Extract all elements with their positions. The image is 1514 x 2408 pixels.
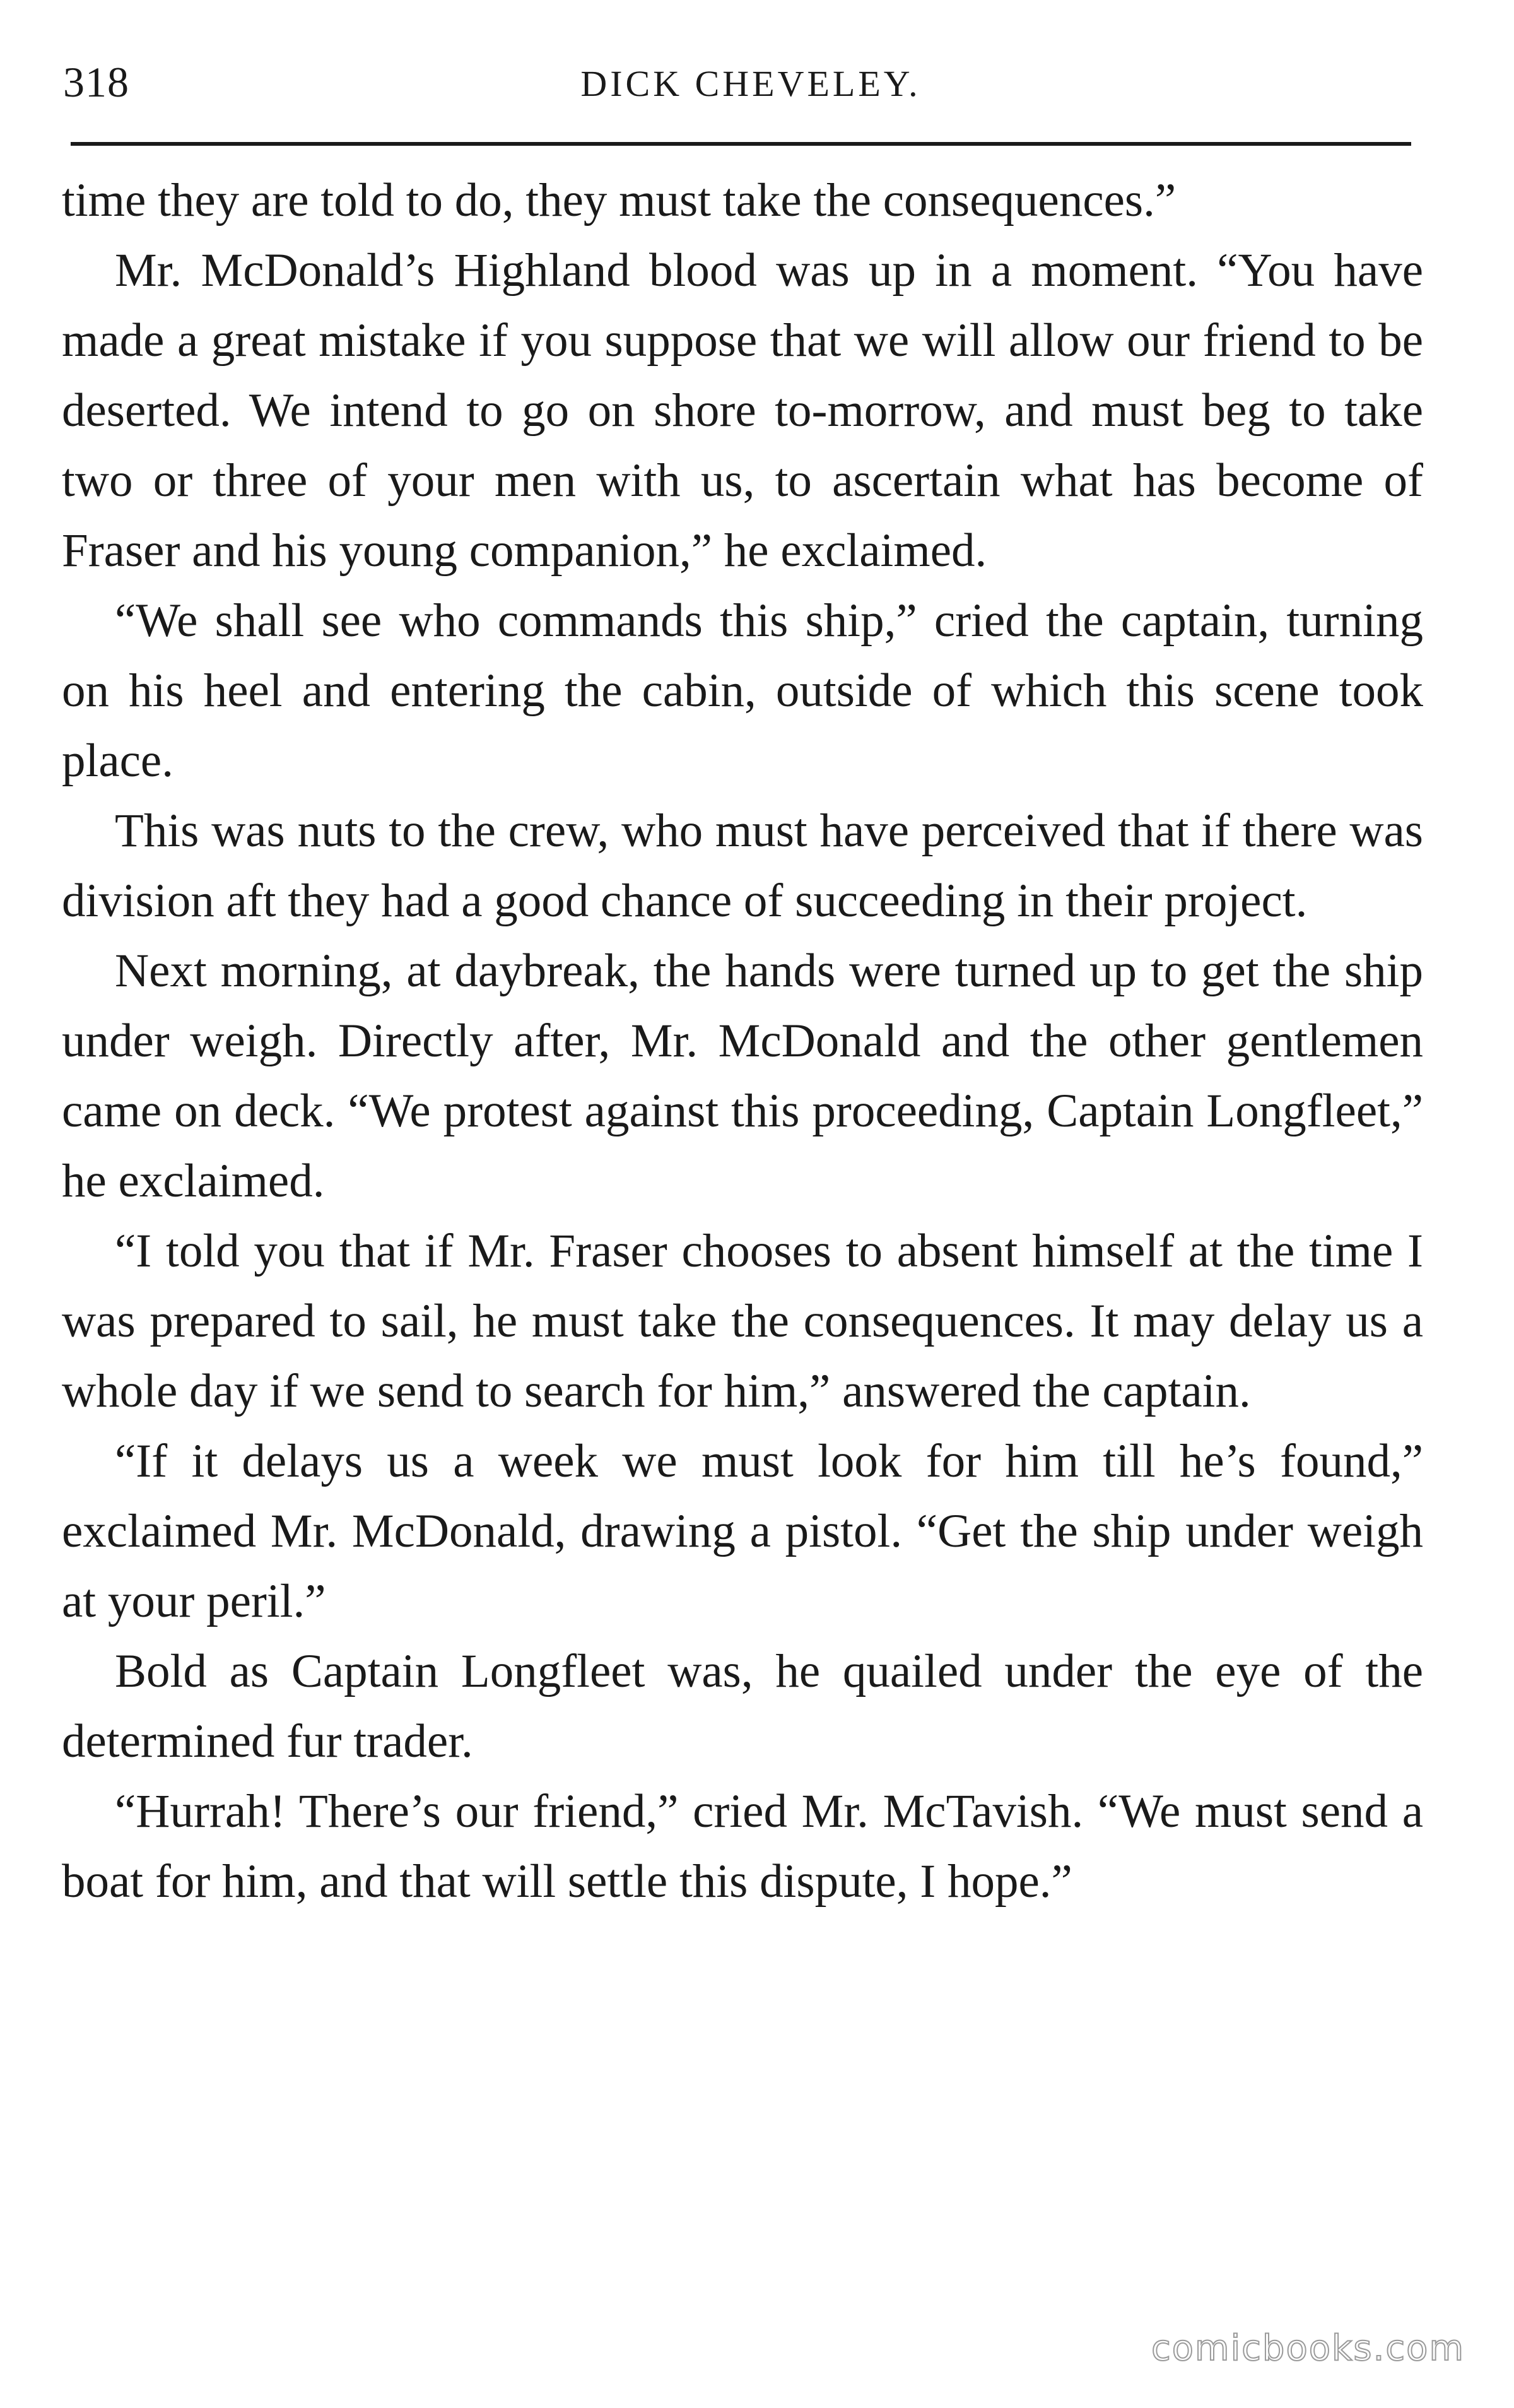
paragraph-5: Next morning, at daybreak, the hands were turned up to get the ship under weigh. Directly after, Mr. McDonald and the other gentlemen came on deck. “We protest against this proceeding, Captain Longfleet,” he exclaimed. — [62, 945, 1423, 1207]
paragraph-2: Mr. McDonald’s Highland blood was up in a moment. “You have made a great mistake if you suppose that we will allow our friend to be deserted. We intend to go on shore to-morrow, and must beg to take two or three of your men with us, to ascertain what has become of Fraser and his young companion,” he exclaimed. — [62, 244, 1423, 577]
paragraph-1: time they are told to do, they must take the consequences.” — [62, 174, 1177, 227]
paragraph-7: “If it delays us a week we must look for him till he’s found,” exclaimed Mr. McDonald, drawing a pistol. “Get the ship under weigh at your peril.” — [62, 1435, 1423, 1627]
paragraph-3: “We shall see who commands this ship,” cried the captain, turning on his heel and entering the cabin, outside of which this scene took place. — [62, 594, 1423, 787]
running-head: DICK CHEVELEY. — [580, 63, 921, 104]
paragraph-6: “I told you that if Mr. Fraser chooses to absent himself at the time I was prepared to sail, he must take the consequences. It may delay us a whole day if we send to search for him,” answered the captain. — [62, 1225, 1423, 1417]
paragraph-9: “Hurrah! There’s our friend,” cried Mr. McTavish. “We must send a boat for him, and that will settle this dispute, I hope.” — [62, 1785, 1423, 1908]
body-text — [62, 165, 1423, 1916]
paragraph-4: This was nuts to the crew, who must have perceived that if there was division aft they had a good chance of succeeding in their project. — [62, 805, 1423, 927]
watermark-logo: comicbooks.com — [1151, 2328, 1465, 2369]
paragraph-8: Bold as Captain Longfleet was, he quailed under the eye of the determined fur trader. — [62, 1645, 1423, 1768]
page-header — [63, 38, 1438, 107]
header-rule — [71, 142, 1411, 146]
page-number: 318 — [63, 58, 129, 106]
